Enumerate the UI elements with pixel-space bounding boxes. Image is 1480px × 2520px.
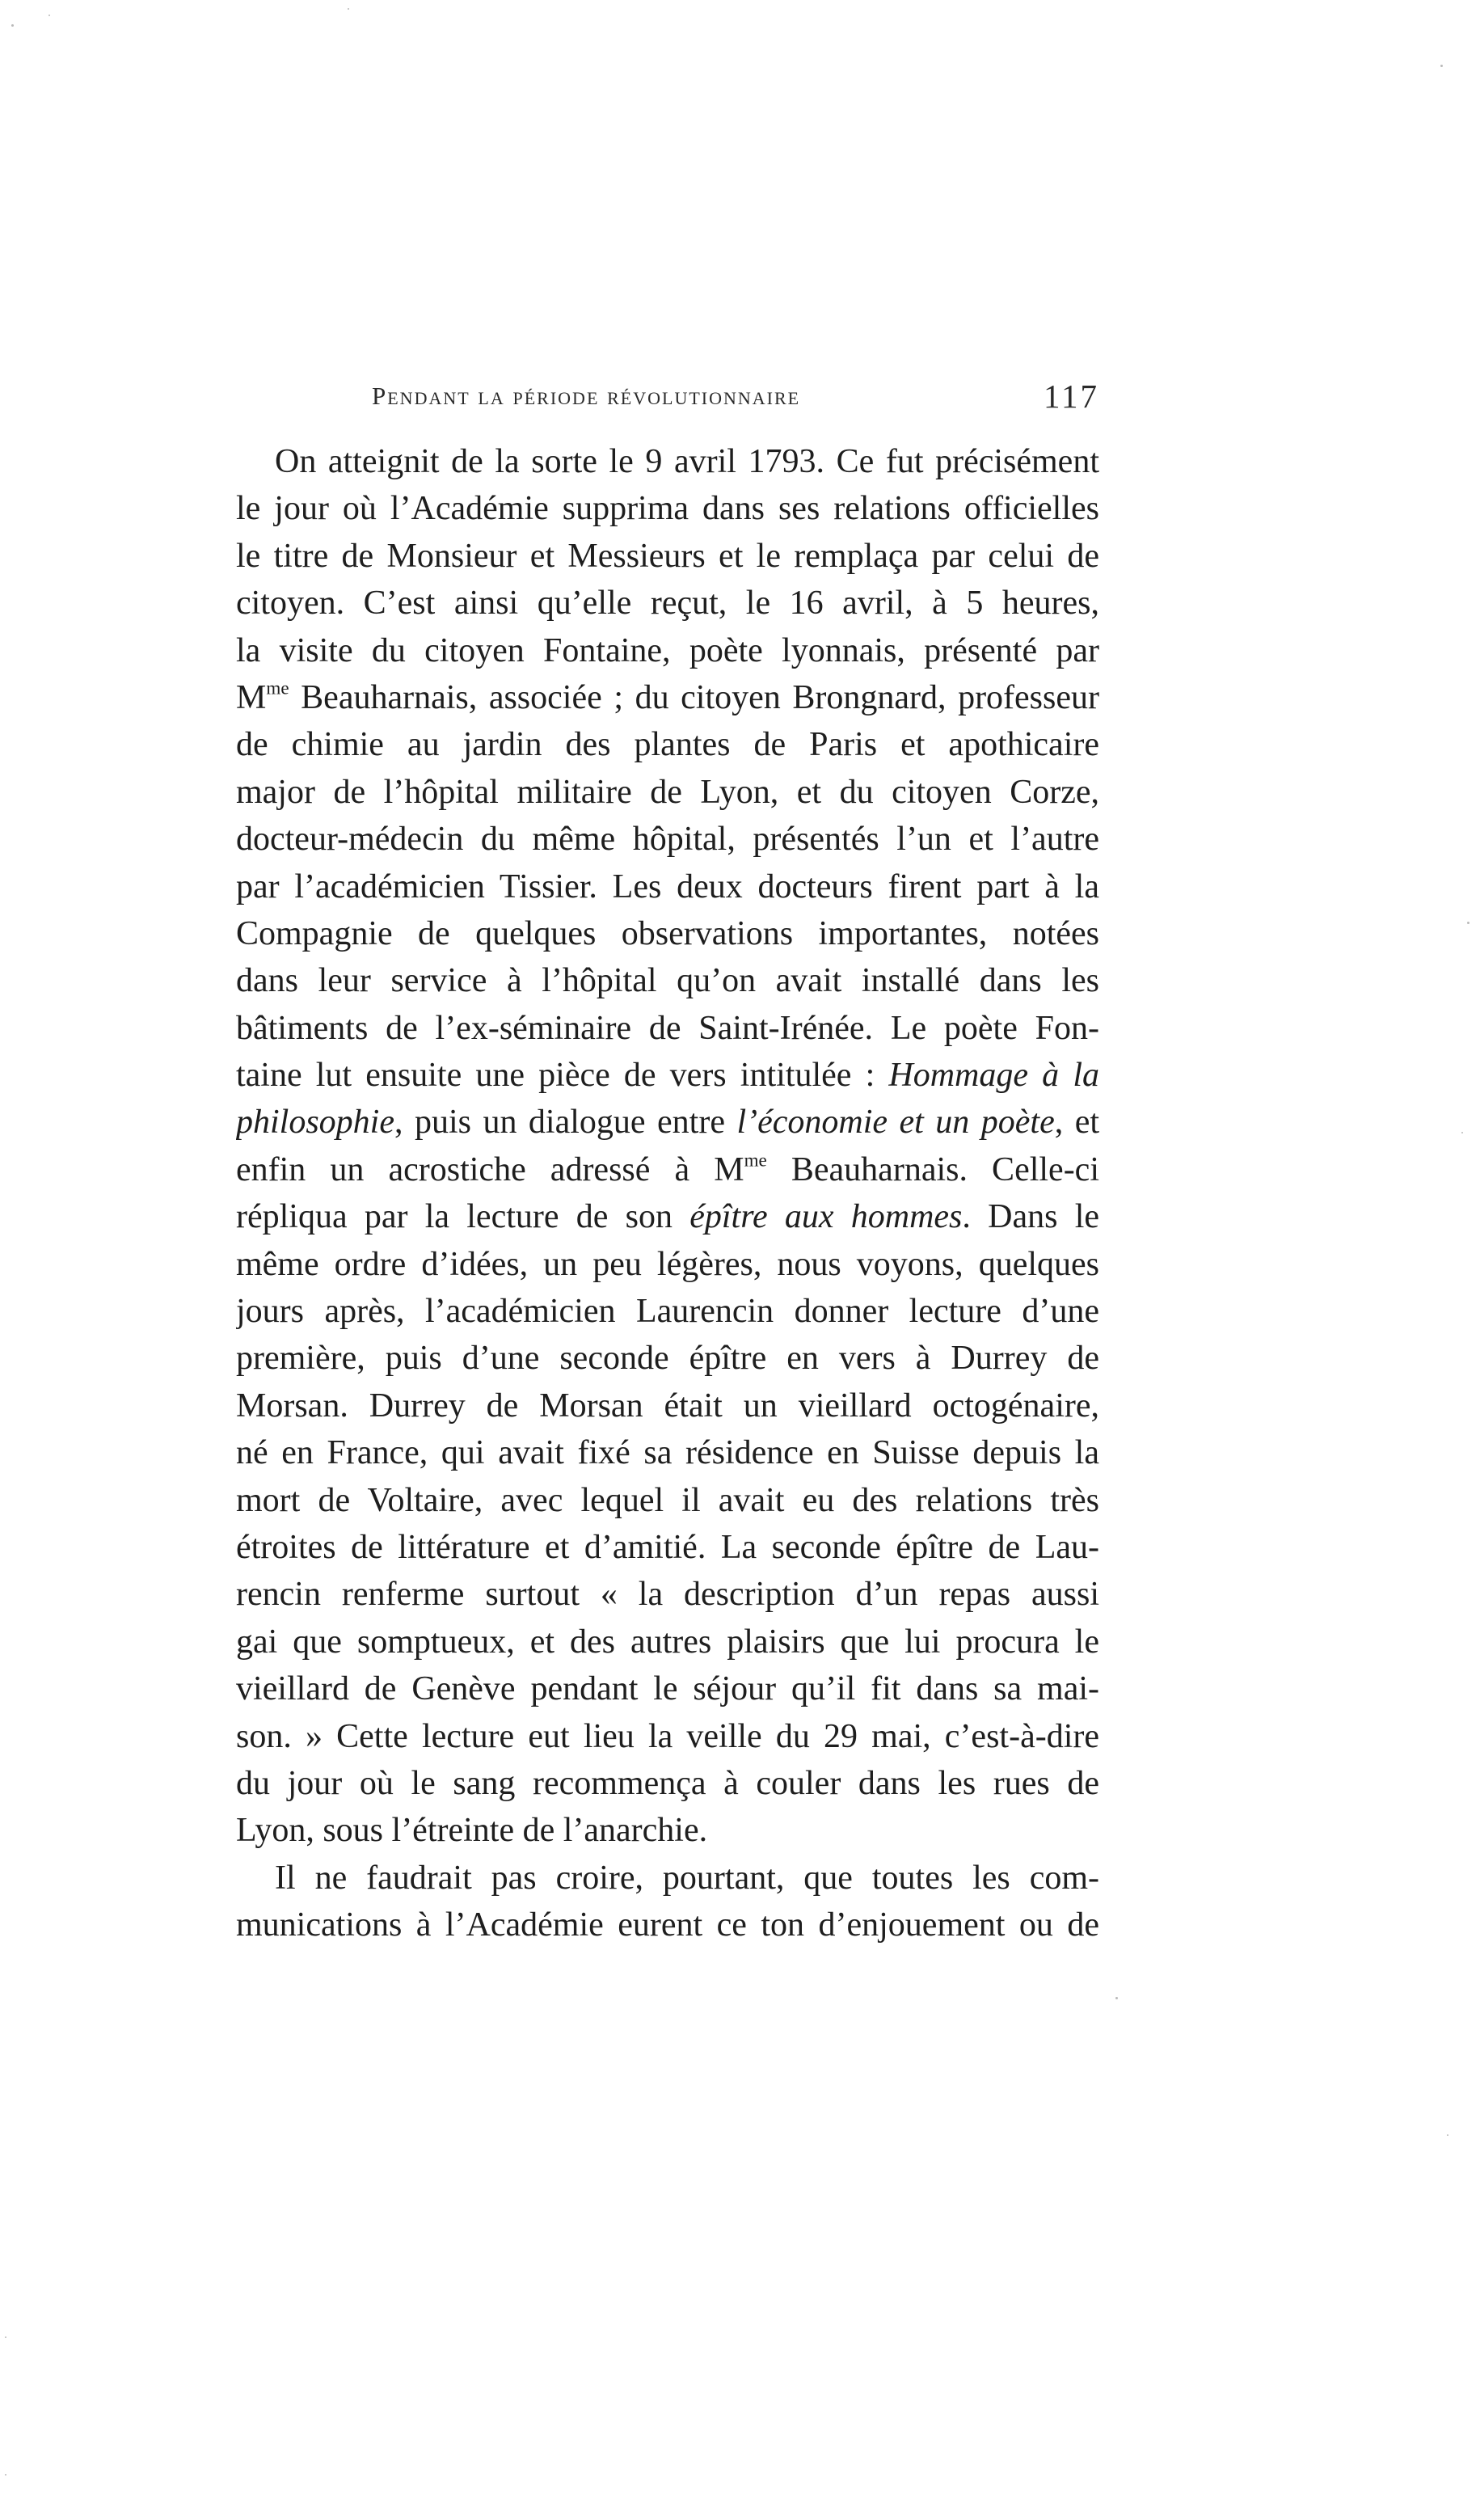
text-line: docteur-médecin du même hôpital, présentés l’un et l’autre	[236, 821, 1099, 859]
text-line: étroites de littérature et d’amitié. La seconde épître de Lau-	[236, 1528, 1099, 1566]
text-line: dans leur service à l’hôpital qu’on avait installé dans les	[236, 962, 1099, 1000]
text-line: jours après, l’académicien Laurencin donner lecture d’une	[236, 1293, 1099, 1331]
text-line: mort de Voltaire, avec lequel il avait eu des relations très	[236, 1481, 1099, 1519]
scan-speck	[48, 15, 50, 16]
scan-speck	[1447, 2134, 1448, 2136]
text-line: Compagnie de quelques observations importantes, notées	[236, 914, 1099, 952]
text-line: par l’académicien Tissier. Les deux docteurs firent part à la	[236, 867, 1099, 905]
text-line: né en France, qui avait fixé sa résidence en Suisse depuis la	[236, 1434, 1099, 1472]
scan-speck	[1461, 1132, 1463, 1133]
text-line: le jour où l’Académie supprima dans ses relations officielles	[236, 490, 1099, 528]
text-line: répliqua par la lecture de son épître aux hommes. Dans le	[236, 1198, 1099, 1236]
body-text	[236, 438, 1099, 1949]
scan-speck	[1467, 922, 1469, 924]
running-head	[236, 377, 1099, 425]
scan-speck	[11, 24, 14, 27]
scan-speck	[348, 8, 349, 10]
text-line: vieillard de Genève pendant le séjour qu’il fit dans sa mai-	[236, 1670, 1099, 1708]
scan-speck	[1440, 65, 1443, 67]
text-line: major de l’hôpital militaire de Lyon, et du citoyen Corze,	[236, 773, 1099, 811]
text-line: Il ne faudrait pas croire, pourtant, que toutes les com-	[275, 1859, 1099, 1897]
page-number: 117	[1044, 378, 1099, 415]
text-line: du jour où le sang recommença à couler dans les rues de	[236, 1764, 1099, 1802]
text-line: le titre de Monsieur et Messieurs et le remplaça par celui de	[236, 537, 1099, 575]
text-line: la visite du citoyen Fontaine, poète lyonnais, présenté par	[236, 631, 1099, 669]
text-line: rencin renferme surtout « la description d’un repas aussi	[236, 1576, 1099, 1614]
text-line: taine lut ensuite une pièce de vers intitulée : Hommage à la	[236, 1057, 1099, 1095]
text-line: philosophie, puis un dialogue entre l’économie et un poète, et	[236, 1104, 1099, 1142]
text-line: $M^{me}$ Beauharnais, associée ; du citoyen Brongnard, professeur	[236, 677, 1099, 716]
text-line: même ordre d’idées, un peu légères, nous voyons, quelques	[236, 1245, 1099, 1283]
text-line: de chimie au jardin des plantes de Paris et apothicaire	[236, 726, 1099, 764]
text-line: première, puis d’une seconde épître en vers à Durrey de	[236, 1340, 1099, 1378]
text-line: son. » Cette lecture eut lieu la veille du 29 mai, c’est-à-dire	[236, 1717, 1099, 1755]
text-line: munications à l’Académie eurent ce ton d’enjouement ou de	[236, 1906, 1099, 1944]
text-line: On atteignit de la sorte le 9 avril 1793. Ce fut précisément	[275, 443, 1099, 480]
text-line: gai que somptueux, et des autres plaisirs que lui procura le	[236, 1623, 1099, 1661]
scan-speck	[5, 2336, 6, 2338]
scan-speck	[1115, 1997, 1118, 1999]
text-line: Morsan. Durrey de Morsan était un vieillard octogénaire,	[236, 1387, 1099, 1425]
text-line: citoyen. C’est ainsi qu’elle reçut, le 16 avril, à 5 heures,	[236, 585, 1099, 623]
text-line: Lyon, sous l’étreinte de l’anarchie.	[236, 1812, 708, 1850]
scan-speck	[5, 2474, 6, 2476]
text-line: bâtiments de l’ex-séminaire de Saint-Irénée. Le poète Fon-	[236, 1009, 1099, 1047]
running-title: Pendant la période révolutionnaire	[372, 382, 801, 410]
text-line: enfin un acrostiche adressé à $M^{me}$ Beauharnais. Celle-ci	[236, 1149, 1099, 1188]
